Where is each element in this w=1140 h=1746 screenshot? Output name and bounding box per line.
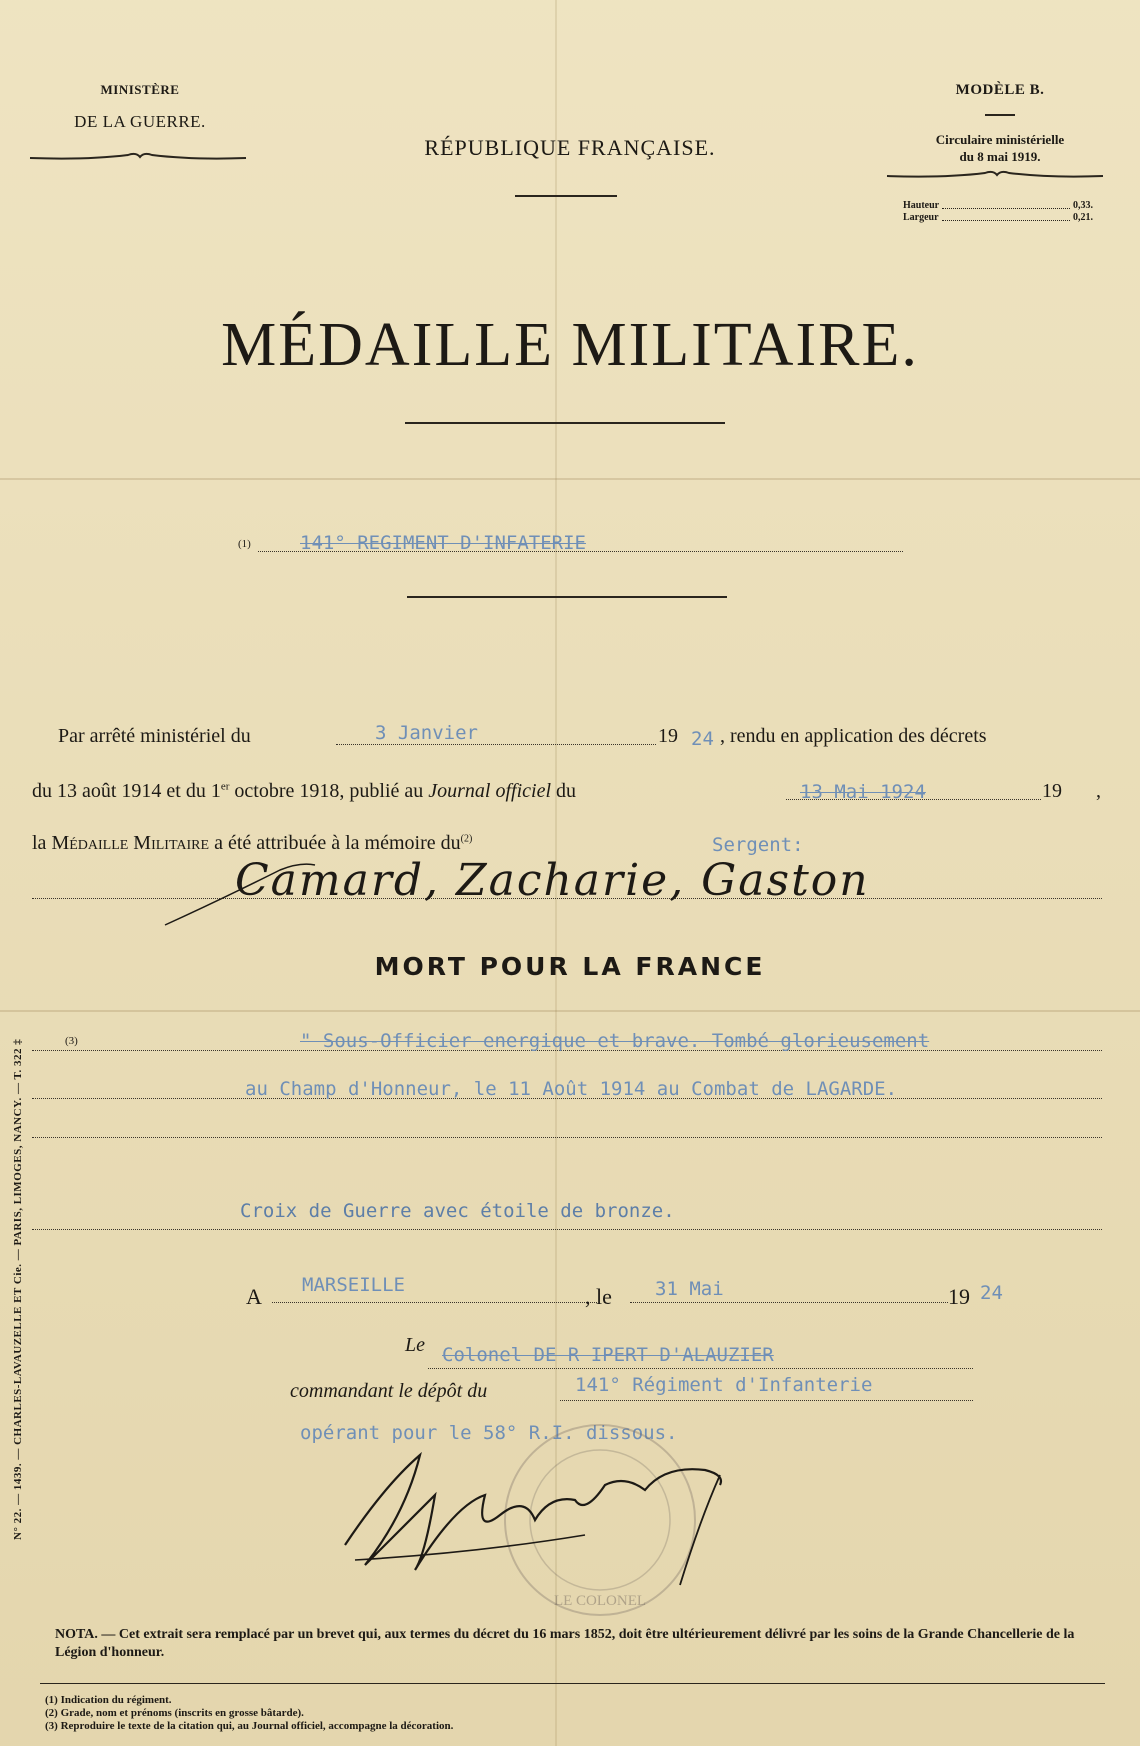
citation-dotted-line-4 bbox=[32, 1229, 1102, 1230]
republic-heading: RÉPUBLIQUE FRANÇAISE. bbox=[424, 135, 716, 160]
model-label: MODÈLE B. bbox=[955, 82, 1045, 98]
citation-note-marker: (3) bbox=[65, 1035, 78, 1047]
decree-line1-prefix: Par arrêté ministériel du bbox=[58, 725, 251, 747]
height-label: Hauteur bbox=[903, 200, 940, 211]
signatory-unit: 141° Régiment d'Infanterie bbox=[575, 1374, 873, 1396]
mort-pour-la-france: MORT POUR LA FRANCE bbox=[374, 952, 766, 981]
place-dotted-line bbox=[272, 1302, 597, 1303]
nota-block bbox=[55, 1626, 1105, 1662]
document-title: MÉDAILLE MILITAIRE. bbox=[221, 311, 919, 379]
circular-line2: du 8 mai 1919. bbox=[959, 149, 1041, 164]
decree-line2-mid: octobre 1918, publié au bbox=[229, 780, 429, 802]
paper-fold-line bbox=[0, 478, 1140, 480]
footnote-2: (2) Grade, nom et prénoms (inscrits en grosse bâtarde). bbox=[45, 1707, 304, 1719]
date-le-label: , le bbox=[585, 1284, 612, 1309]
pen-stroke-icon bbox=[160, 860, 320, 930]
dimensions-block bbox=[903, 200, 1093, 224]
regiment-note-marker: (1) bbox=[238, 538, 251, 550]
stamp-text: LE COLONEL bbox=[553, 1593, 647, 1609]
signature-icon bbox=[325, 1425, 775, 1595]
ministry-line1: MINISTÈRE bbox=[100, 82, 180, 97]
signatory-le-label: Le bbox=[405, 1334, 425, 1356]
date-dotted-line bbox=[630, 1302, 948, 1303]
decree-line3-mid: a été attribuée à la mémoire du bbox=[209, 832, 461, 854]
decree-date: 3 Janvier bbox=[375, 722, 478, 744]
decree-year: 24 bbox=[691, 728, 714, 750]
decree-date-dotted-line bbox=[336, 744, 656, 745]
place-a-label: A bbox=[246, 1284, 262, 1309]
rank-value: Sergent: bbox=[712, 834, 804, 856]
decree-line2-text bbox=[32, 780, 576, 803]
footnotes-divider bbox=[40, 1683, 1105, 1684]
date-value: 31 Mai bbox=[655, 1278, 724, 1300]
journal-officiel-label: Journal officiel bbox=[428, 780, 552, 802]
ornamental-swash-icon bbox=[28, 150, 248, 164]
printer-imprint: N° 22. — 1439. — CHARLES-LAVAUZELLE ET Cie. — PARIS, LIMOGES, NANCY. — T. 322 ‡ bbox=[12, 1038, 24, 1540]
decree-line3-prefix: la bbox=[32, 832, 52, 854]
citation-award: Croix de Guerre avec étoile de bronze. bbox=[240, 1200, 675, 1222]
decree-line2-sup: er bbox=[220, 780, 230, 793]
ministry-line2: DE LA GUERRE. bbox=[74, 112, 206, 131]
operating-for: opérant pour le 58° R.I. dissous. bbox=[300, 1422, 678, 1444]
date-century: 19 bbox=[948, 1284, 970, 1309]
regiment-value: 141° REGIMENT D'INFATERIE bbox=[300, 532, 586, 554]
decree-line2-du: du bbox=[551, 780, 577, 802]
width-label: Largeur bbox=[903, 212, 939, 223]
nota-text: — Cet extrait sera remplacé par un brevet qui, aux termes du décret du 16 mars 1852, doit être ultérieurement délivré par les soins de la Grande Chancellerie de la Légion d'honneur. bbox=[55, 1627, 1075, 1660]
commandant-label: commandant le dépôt du bbox=[290, 1380, 488, 1402]
decree-line3-text bbox=[32, 832, 472, 855]
footnote-3: (3) Reproduire le texte de la citation qui, au Journal officiel, accompagne la décoration. bbox=[45, 1720, 454, 1732]
width-value: 0,21. bbox=[1073, 212, 1093, 223]
citation-line1: " Sous-Officier energique et brave. Tombé glorieusement bbox=[300, 1030, 930, 1052]
regiment-divider bbox=[407, 596, 727, 598]
citation-dotted-line-3 bbox=[32, 1137, 1102, 1138]
height-value: 0,33. bbox=[1073, 200, 1093, 211]
signatory-dotted-line bbox=[428, 1368, 973, 1369]
footnote-1: (1) Indication du régiment. bbox=[45, 1694, 172, 1706]
citation-line2: au Champ d'Honneur, le 11 Août 1914 au Combat de LAGARDE. bbox=[245, 1078, 898, 1100]
title-divider bbox=[405, 422, 725, 424]
place-value: MARSEILLE bbox=[302, 1274, 405, 1296]
nota-label: NOTA. bbox=[55, 1627, 98, 1642]
unit-dotted-line bbox=[560, 1400, 973, 1401]
paper-fold-line bbox=[0, 1010, 1140, 1012]
published-century: 19 bbox=[1042, 780, 1062, 802]
circular-line1: Circulaire ministérielle bbox=[935, 132, 1065, 147]
published-date: 13 Mai 1924 bbox=[800, 781, 926, 803]
medal-name: Médaille Militaire bbox=[51, 832, 210, 854]
model-divider bbox=[985, 114, 1015, 116]
date-year: 24 bbox=[980, 1282, 1003, 1304]
decree-line1-suffix: , rendu en application des décrets bbox=[720, 725, 987, 747]
footnotes bbox=[45, 1694, 1105, 1733]
decree-line2-comma: , bbox=[1096, 780, 1101, 802]
rank-note-marker: (2) bbox=[460, 833, 473, 845]
signatory-name: Colonel DE R IPERT D'ALAUZIER bbox=[442, 1344, 774, 1366]
soldier-name-handwritten: Camard, Zacharie, Gaston bbox=[235, 855, 870, 906]
decree-century: 19 bbox=[658, 725, 678, 747]
ornamental-swash-icon bbox=[885, 168, 1105, 182]
decree-line2-prefix: du 13 août 1914 et du 1 bbox=[32, 780, 221, 802]
header-divider bbox=[515, 195, 617, 197]
